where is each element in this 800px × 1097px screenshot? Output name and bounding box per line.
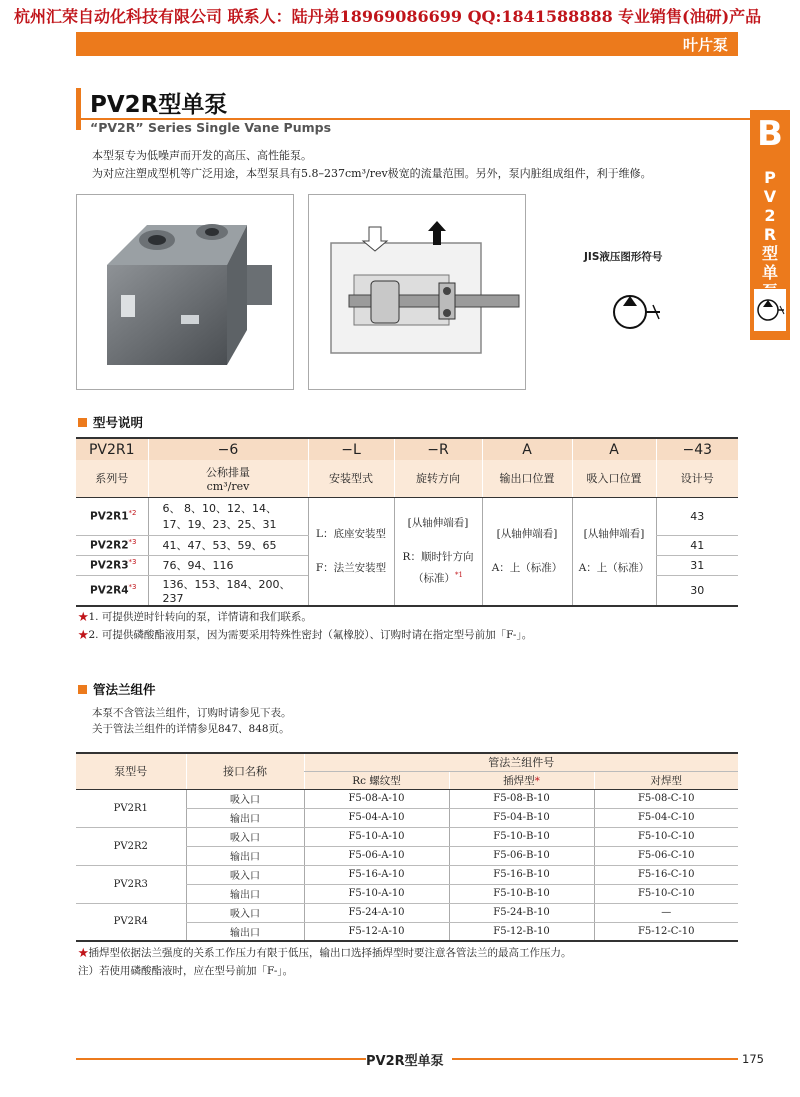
port-name-cell: 吸入口 <box>186 789 304 808</box>
col-socket: 插焊型* <box>449 771 594 789</box>
design-cell: 30 <box>656 575 738 606</box>
butt-cell: F5-12-C-10 <box>594 922 738 941</box>
socket-cell: F5-04-B-10 <box>449 808 594 827</box>
pump-model-cell: PV2R3 <box>76 865 186 903</box>
tab-char: R <box>763 225 777 244</box>
butt-cell: F5-10-C-10 <box>594 884 738 903</box>
butt-cell: — <box>594 903 738 922</box>
label-mount: 安装型式 <box>308 460 394 497</box>
model-label-row <box>76 460 738 497</box>
pump-cross-section <box>308 194 526 390</box>
pump-symbol-icon <box>754 289 786 331</box>
footer-title: PV2R型单泵 <box>366 1054 444 1069</box>
tab-char: V <box>763 187 777 206</box>
model-heading-text: 型号说明 <box>93 415 144 430</box>
jis-label: JIS液压图形符号 <box>584 251 663 263</box>
pump-model-cell: PV2R2 <box>76 827 186 865</box>
star-icon: ★ <box>78 629 89 641</box>
port-name-cell: 输出口 <box>186 808 304 827</box>
top-banner <box>0 2 800 32</box>
port-name-cell: 输出口 <box>186 884 304 903</box>
section-square-icon <box>78 418 87 427</box>
model-note-1: ★1. 可提供逆时针转向的泵，详情请和我们联系。 <box>78 611 312 623</box>
col-rc: Rc 螺纹型 <box>304 771 449 789</box>
label-inlet: 吸入口位置 <box>572 460 656 497</box>
model-note-2: ★2. 可提供磷酸酯液用泵，因为需要采用特殊性密封（氟橡胶）、订购时请在指定型号前加「F-」。 <box>78 629 533 641</box>
flange-header-row <box>76 753 738 771</box>
rc-cell: F5-04-A-10 <box>304 808 449 827</box>
socket-cell: F5-06-B-10 <box>449 846 594 865</box>
design-cell: 31 <box>656 555 738 575</box>
tab-char: 2 <box>764 206 776 225</box>
flange-intro-1: 本泵不含管法兰组件，订购时请参见下表。 <box>92 707 292 719</box>
intro-line-2: 为对应注塑成型机等广泛用途，本型泵具有5.8–237cm³/rev极宽的流量范围。另外，泵内脏组成组件，利于维修。 <box>92 167 652 180</box>
col-group: 管法兰组件号 <box>304 753 738 771</box>
rc-cell: F5-10-A-10 <box>304 884 449 903</box>
port-name-cell: 吸入口 <box>186 865 304 884</box>
butt-cell: F5-10-C-10 <box>594 827 738 846</box>
pump-model-cell: PV2R1 <box>76 789 186 827</box>
outlet-cell: [从轴伸端看] A：上（标准） <box>482 497 572 606</box>
tab-pump-symbol <box>753 288 787 332</box>
rotation-cell: [从轴伸端看] R：顺时针方向 （标准）$^{*1}$ <box>394 497 482 606</box>
flange-heading-text: 管法兰组件 <box>93 682 156 697</box>
socket-cell: F5-10-B-10 <box>449 884 594 903</box>
design-cell: 41 <box>656 535 738 555</box>
section-letter: B <box>757 114 783 154</box>
series-cell: PV2R4$^{*3}$ <box>76 575 148 606</box>
model-section-heading <box>78 413 143 431</box>
model-code-row <box>76 438 738 460</box>
pump-photo <box>76 194 294 390</box>
tab-char: P <box>764 168 776 187</box>
code-series: PV2R1 <box>76 438 148 460</box>
butt-cell: F5-06-C-10 <box>594 846 738 865</box>
inlet-cell: [从轴伸端看] A：上（标准） <box>572 497 656 606</box>
page-number: 175 <box>742 1052 764 1066</box>
page-title: PV2R型单泵 <box>90 92 228 118</box>
rc-cell: F5-08-A-10 <box>304 789 449 808</box>
label-series: 系列号 <box>76 460 148 497</box>
code-outlet: A <box>482 438 572 460</box>
page-subtitle: “PV2R” Series Single Vane Pumps <box>90 120 332 135</box>
socket-cell: F5-12-B-10 <box>449 922 594 941</box>
tab-char: 型 <box>761 244 778 263</box>
code-displacement: −6 <box>148 438 308 460</box>
flange-body <box>76 789 738 941</box>
rc-cell: F5-12-A-10 <box>304 922 449 941</box>
star-icon: ★ <box>78 611 89 623</box>
flange-row <box>76 865 738 884</box>
series-cell: PV2R3$^{*3}$ <box>76 555 148 575</box>
rc-cell: F5-06-A-10 <box>304 846 449 865</box>
category-bar <box>76 32 738 56</box>
flange-table <box>76 752 738 942</box>
footer-rule-left <box>76 1058 366 1060</box>
col-butt: 对焊型 <box>594 771 738 789</box>
label-displacement-text: 公称排量 cm³/rev <box>206 465 250 493</box>
tab-char: 单 <box>761 263 778 282</box>
section-tab-text <box>750 168 790 301</box>
star-icon: ★ <box>78 947 89 959</box>
displacement-cell: 6、 8、10、12、14、 17、19、23、25、31 <box>148 497 308 535</box>
footer-rule-right <box>452 1058 738 1060</box>
socket-cell: F5-10-B-10 <box>449 827 594 846</box>
label-displacement <box>148 460 308 497</box>
port-name-cell: 吸入口 <box>186 827 304 846</box>
series-cell: PV2R2$^{*3}$ <box>76 535 148 555</box>
intro-text <box>92 147 652 183</box>
label-rotation: 旋转方向 <box>394 460 482 497</box>
rc-cell: F5-16-A-10 <box>304 865 449 884</box>
label-design: 设计号 <box>656 460 738 497</box>
col-port: 接口名称 <box>186 753 304 789</box>
code-design: −43 <box>656 438 738 460</box>
butt-cell: F5-08-C-10 <box>594 789 738 808</box>
hydraulic-pump-icon <box>608 288 668 338</box>
flange-intro-2: 关于管法兰组件的详情参见847、848页。 <box>92 723 290 735</box>
label-outlet: 输出口位置 <box>482 460 572 497</box>
pump-model-cell: PV2R4 <box>76 903 186 941</box>
butt-cell: F5-04-C-10 <box>594 808 738 827</box>
series-cell: PV2R1$^{*2}$ <box>76 497 148 535</box>
title-accent <box>76 88 81 130</box>
banner-company: 杭州汇荣自动化科技有限公司 联系人：陆丹弟18969086699 QQ:1841588888 <box>14 7 613 26</box>
pump-photo-image <box>77 195 293 389</box>
port-name-cell: 输出口 <box>186 846 304 865</box>
displacement-cell: 136、153、184、200、237 <box>148 575 308 606</box>
design-cell: 43 <box>656 497 738 535</box>
socket-cell: F5-24-B-10 <box>449 903 594 922</box>
socket-cell: F5-16-B-10 <box>449 865 594 884</box>
port-name-cell: 输出口 <box>186 922 304 941</box>
cross-section-drawing <box>309 195 525 389</box>
displacement-cell: 41、47、53、59、65 <box>148 535 308 555</box>
intro-line-1: 本型泵专为低噪声而开发的高压、高性能泵。 <box>92 149 312 162</box>
section-square-icon <box>78 685 87 694</box>
jis-symbol <box>608 288 668 342</box>
banner-tag: 专业销售(油研)产品 <box>618 7 762 26</box>
flange-note-2: 注）若使用磷酸酯液时，应在型号前加「F-」。 <box>78 965 294 977</box>
flange-note-1: ★插焊型依据法兰强度的关系工作压力有限于低压，输出口选择插焊型时要注意各管法兰的最高工作压力。 <box>78 947 572 959</box>
flange-row <box>76 827 738 846</box>
butt-cell: F5-16-C-10 <box>594 865 738 884</box>
code-rotation: −R <box>394 438 482 460</box>
flange-section-heading <box>78 680 156 698</box>
col-pump: 泵型号 <box>76 753 186 789</box>
flange-row <box>76 789 738 808</box>
flange-row <box>76 903 738 922</box>
rc-cell: F5-24-A-10 <box>304 903 449 922</box>
model-code-table <box>76 437 738 607</box>
rc-cell: F5-10-A-10 <box>304 827 449 846</box>
mount-cell: L：底座安装型 F：法兰安装型 <box>308 497 394 606</box>
displacement-cell: 76、94、116 <box>148 555 308 575</box>
port-name-cell: 吸入口 <box>186 903 304 922</box>
model-row <box>76 497 738 535</box>
category-label: 叶片泵 <box>682 36 728 54</box>
code-inlet: A <box>572 438 656 460</box>
code-mount: −L <box>308 438 394 460</box>
socket-cell: F5-08-B-10 <box>449 789 594 808</box>
